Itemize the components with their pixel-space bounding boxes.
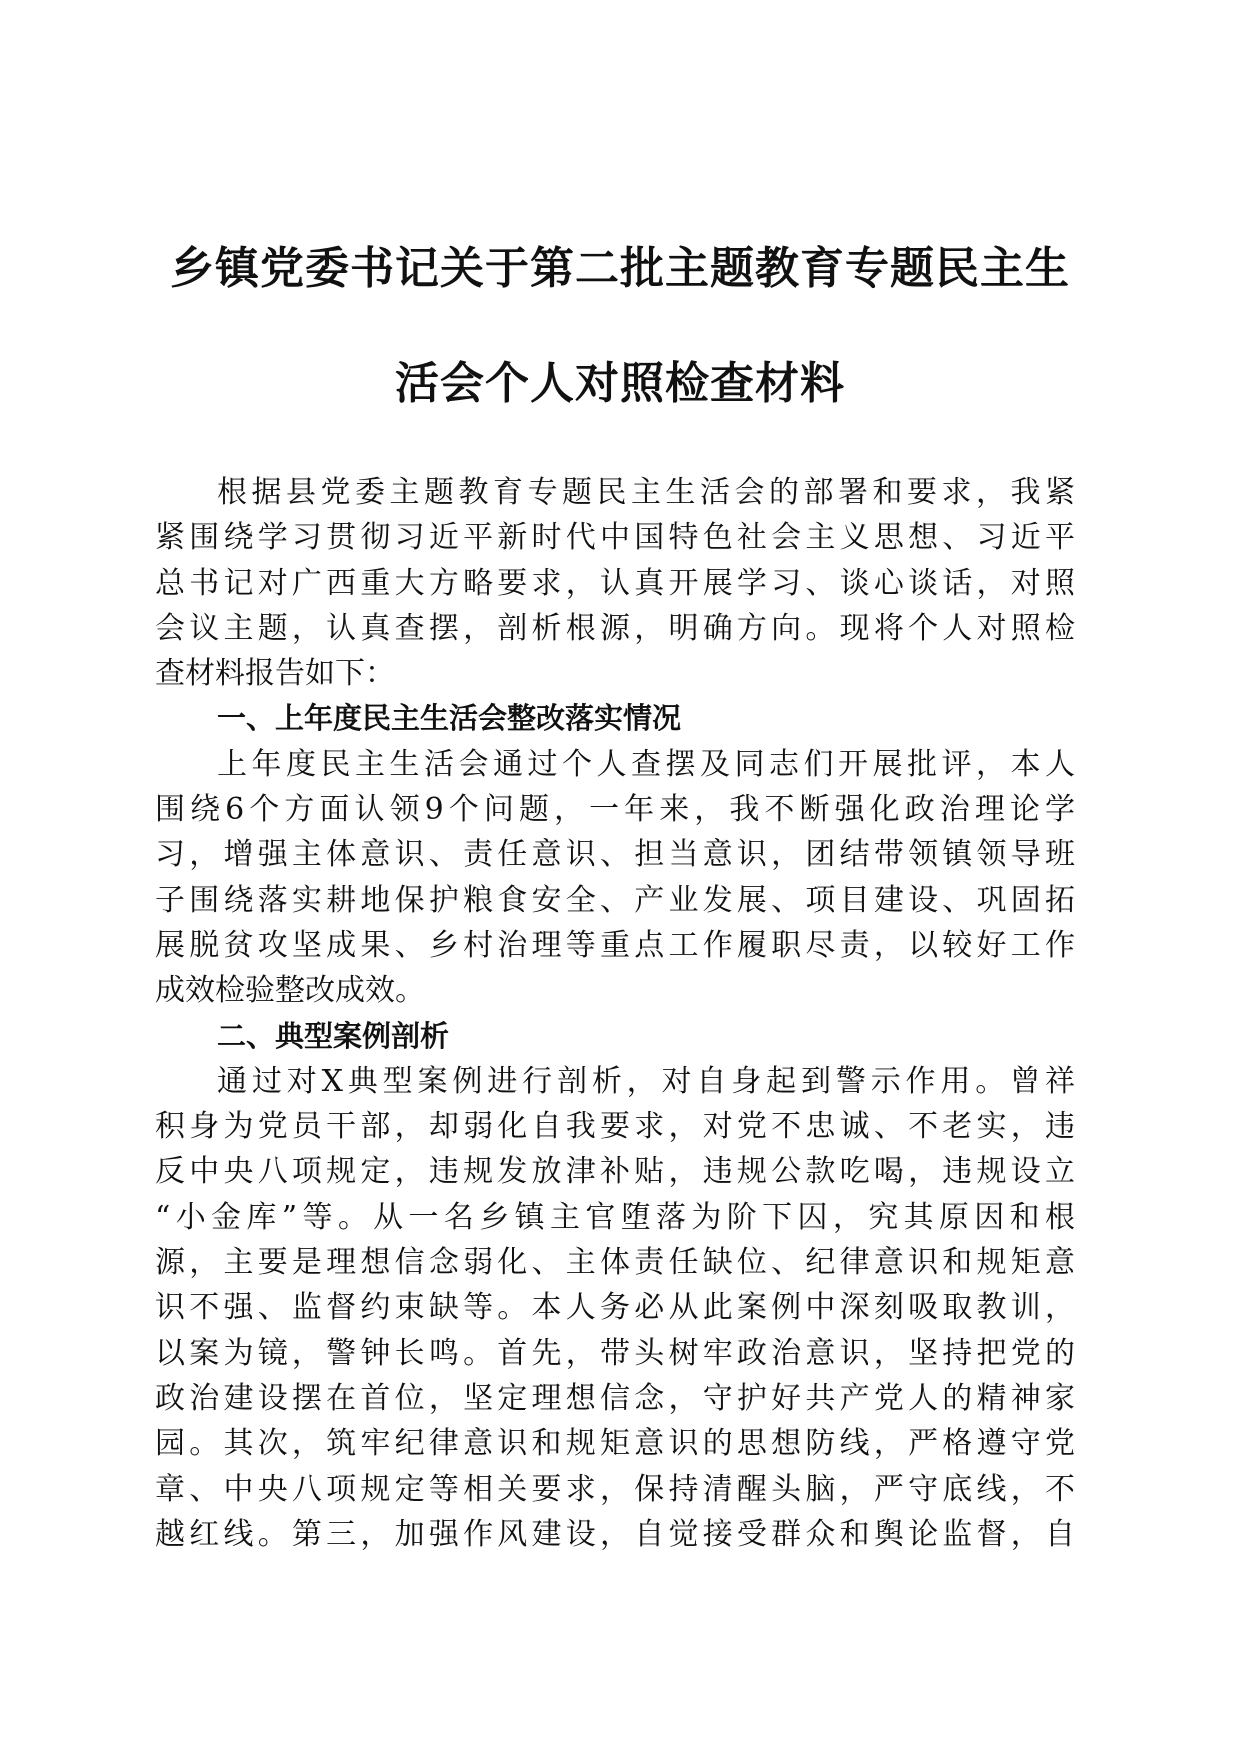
intro-line: 查材料报告如下：: [155, 656, 395, 692]
section-2-line: 越红线。第三，加强作风建设，自觉接受群众和舆论监督，自: [155, 1516, 1075, 1552]
section-2-line: 积身为党员干部，却弱化自我要求，对党不忠诚、不老实，违: [155, 1109, 1075, 1145]
section-2-line: 反中央八项规定，违规发放津补贴，违规公款吃喝，违规设立: [155, 1154, 1075, 1190]
section-2-line: “小金库”等。从一名乡镇主官堕落为阶下囚，究其原因和根: [155, 1199, 1075, 1235]
section-2-line: 识不强、监督约束缺等。本人务必从此案例中深刻吸取教训，: [155, 1290, 1075, 1326]
section-2-line: 章、中央八项规定等相关要求，保持清醒头脑，严守底线，不: [155, 1471, 1075, 1507]
section-1-line: 习，增强主体意识、责任意识、担当意识，团结带领镇领导班: [155, 837, 1075, 873]
section-2-line: 政治建设摆在首位，坚定理想信念，守护好共产党人的精神家: [155, 1380, 1075, 1416]
section-heading-1: 一、上年度民主生活会整改落实情况: [217, 701, 682, 736]
section-1-line: 上年度民主生活会通过个人查摆及同志们开展批评，本人: [217, 746, 1075, 782]
intro-line: 紧围绕学习贯彻习近平新时代中国特色社会主义思想、习近平: [155, 520, 1075, 556]
section-heading-2: 二、典型案例剖析: [217, 1018, 450, 1053]
intro-line: 会议主题，认真查摆，剖析根源，明确方向。现将个人对照检: [155, 610, 1075, 646]
intro-line: 根据县党委主题教育专题民主生活会的部署和要求，我紧: [217, 475, 1075, 510]
section-2-line: 源，主要是理想信念弱化、主体责任缺位、纪律意识和规矩意: [155, 1245, 1075, 1281]
section-2-line: 通过对X典型案例进行剖析，对自身起到警示作用。曾祥: [217, 1063, 1075, 1099]
section-2-line: 以案为镜，警钟长鸣。首先，带头树牢政治意识，坚持把党的: [155, 1335, 1075, 1371]
document-title-line-2: 活会个人对照检查材料: [395, 358, 845, 409]
section-2-line: 园。其次，筑牢纪律意识和规矩意识的思想防线，严格遵守党: [155, 1426, 1075, 1462]
document-title-line-1: 乡镇党委书记关于第二批主题教育专题民主生: [170, 243, 1070, 294]
section-1-line: 展脱贫攻坚成果、乡村治理等重点工作履职尽责，以较好工作: [155, 927, 1075, 963]
document-body: [155, 470, 1075, 1557]
section-1-line: 子围绕落实耕地保护粮食安全、产业发展、项目建设、巩固拓: [155, 882, 1075, 918]
intro-line: 总书记对广西重大方略要求，认真开展学习、谈心谈话，对照: [155, 565, 1075, 601]
section-1-line: 成效检验整改成效。: [155, 973, 425, 1009]
section-1-line: 围绕6个方面认领9个问题，一年来，我不断强化政治理论学: [155, 792, 1075, 828]
